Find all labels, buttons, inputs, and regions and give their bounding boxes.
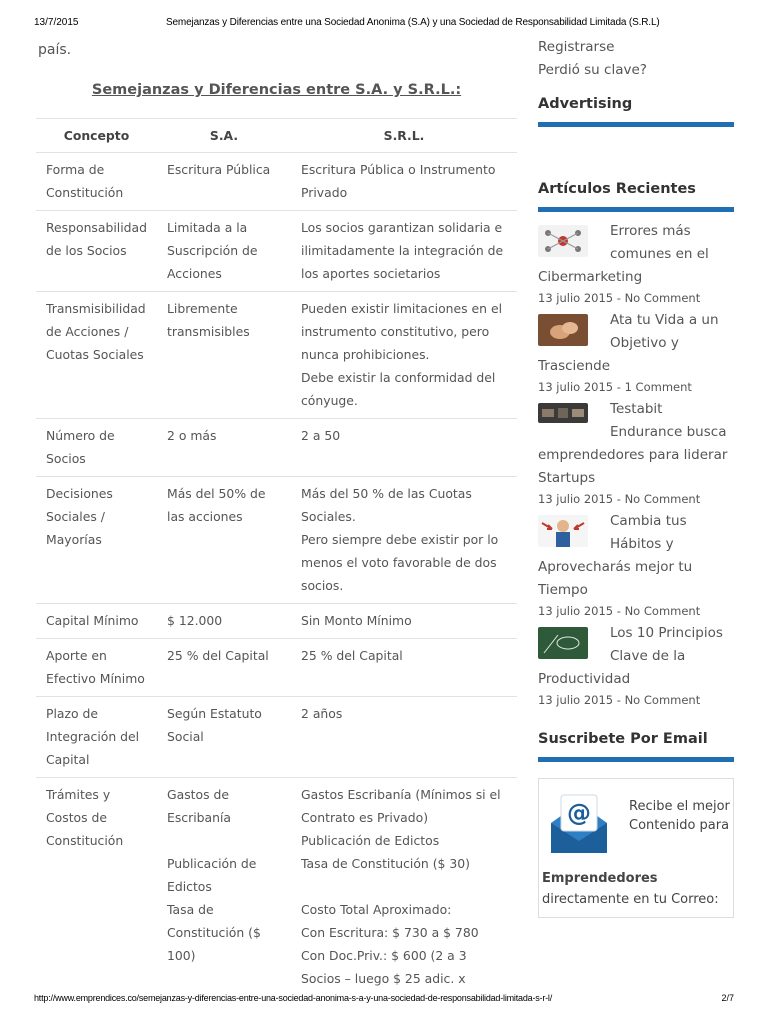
cell-concepto: Responsabilidad de los Socios <box>36 211 157 292</box>
cell-concepto: Aporte en Efectivo Mínimo <box>36 639 157 697</box>
cell-srl-line: Debe existir la conformidad del cónyuge. <box>301 370 496 408</box>
header-sa: S.A. <box>157 119 291 153</box>
cell-sa: 2 o más <box>157 419 291 477</box>
cell-srl <box>291 778 517 987</box>
text-fragment: país. <box>38 42 72 58</box>
subscribe-box <box>538 778 734 918</box>
cell-srl-line: Tasa de Constitución ($ 30) <box>301 856 470 871</box>
article-content <box>36 36 517 986</box>
print-date: 13/7/2015 <box>34 17 79 28</box>
man-arrows-thumbnail[interactable] <box>538 515 588 547</box>
print-header <box>34 17 734 31</box>
recent-articles-title: Artículos Recientes <box>538 181 734 212</box>
table-row <box>36 292 517 419</box>
cell-concepto: Número de Socios <box>36 419 157 477</box>
table-row <box>36 153 517 211</box>
cell-concepto: Capital Mínimo <box>36 604 157 639</box>
cell-sa-line: Publicación de Edictos <box>167 856 257 894</box>
cell-sa: $ 12.000 <box>157 604 291 639</box>
cell-srl <box>291 292 517 419</box>
cell-srl-line: Publicación de Edictos <box>301 833 440 848</box>
email-envelope-icon <box>547 789 611 859</box>
cell-concepto: Transmisibilidad de Acciones / Cuotas Sociales <box>36 292 157 419</box>
cell-srl-line: Con Escritura: $ 730 a $ 780 <box>301 925 479 940</box>
cell-srl: 25 % del Capital <box>291 639 517 697</box>
list-item[interactable] <box>538 510 734 620</box>
cell-srl: Sin Monto Mínimo <box>291 604 517 639</box>
forgot-password-link[interactable]: Perdió su clave? <box>538 62 647 78</box>
cell-concepto: Forma de Constitución <box>36 153 157 211</box>
chalkboard-thumbnail[interactable] <box>538 627 588 659</box>
cell-sa-line: Tasa de Constitución ($ 100) <box>167 902 261 963</box>
cell-sa: Más del 50% de las acciones <box>157 477 291 604</box>
article-meta: 13 julio 2015 - 1 Comment <box>538 380 692 394</box>
cell-srl-line: Con Doc.Priv.: $ 600 (2 a 3 Socios – luego $ 25 adic. x <box>301 948 467 986</box>
table-row <box>36 604 517 639</box>
article-meta: 13 julio 2015 - No Comment <box>538 604 701 618</box>
table-row <box>36 211 517 292</box>
cell-srl: Escritura Pública o Instrumento Privado <box>291 153 517 211</box>
article-title-link[interactable]: Ata tu Vida a un Objetivo y Trasciende <box>538 312 719 374</box>
table-row <box>36 778 517 987</box>
table-row <box>36 697 517 778</box>
article-meta: 13 julio 2015 - No Comment <box>538 693 701 707</box>
header-srl: S.R.L. <box>291 119 517 153</box>
table-header-row <box>36 119 517 153</box>
cell-sa: Según Estatuto Social <box>157 697 291 778</box>
article-meta: 13 julio 2015 - No Comment <box>538 492 701 506</box>
sidebar <box>538 36 734 986</box>
subscribe-title: Suscribete Por Email <box>538 731 734 762</box>
cell-concepto: Decisiones Sociales / Mayorías <box>36 477 157 604</box>
subscribe-strong: Emprendedores <box>542 871 658 886</box>
hands-thumbnail[interactable] <box>538 314 588 346</box>
list-item[interactable] <box>538 309 734 396</box>
svg-text:@: @ <box>567 799 591 827</box>
article-title-link[interactable]: Los 10 Principios Clave de la Productividad <box>538 625 723 687</box>
cell-srl: 2 a 50 <box>291 419 517 477</box>
line-gap <box>167 967 281 986</box>
cell-sa-line: Gastos de Escribanía <box>167 787 231 825</box>
cell-sa: Libremente transmisibles <box>157 292 291 419</box>
subscribe-text: Recibe el mejor Contenido para <box>629 799 730 833</box>
article-title-link[interactable]: Testabit Endurance busca emprendedores para liderar Startups <box>538 401 728 486</box>
cell-concepto: Plazo de Integración del Capital <box>36 697 157 778</box>
cell-srl-line: Gastos Escribanía (Mínimos si el Contrato es Privado) <box>301 787 501 825</box>
cell-srl: Los socios garantizan solidaria e ilimitadamente la integración de los aportes societarios <box>291 211 517 292</box>
table-row <box>36 419 517 477</box>
list-item[interactable] <box>538 622 734 709</box>
line-gap <box>167 829 281 852</box>
marketing-diagram-thumbnail[interactable] <box>538 225 588 257</box>
list-item[interactable] <box>538 398 734 508</box>
cell-sa: Escritura Pública <box>157 153 291 211</box>
comparison-table <box>36 118 517 986</box>
advertising-slot <box>538 127 734 167</box>
article-meta: 13 julio 2015 - No Comment <box>538 291 701 305</box>
cell-srl-line: Costo Total Aproximado: <box>301 902 452 917</box>
print-title: Semejanzas y Diferencias entre una Sociedad Anonima (S.A) y una Sociedad de Responsabilidad Limitada (S.R.L) <box>166 17 660 28</box>
register-link[interactable]: Registrarse <box>538 39 615 55</box>
header-concepto: Concepto <box>36 119 157 153</box>
cell-concepto: Trámites y Costos de Constitución <box>36 778 157 987</box>
list-item[interactable] <box>538 220 734 307</box>
line-gap <box>301 875 507 898</box>
cell-srl <box>291 477 517 604</box>
cell-srl-line: Pero siempre debe existir por lo menos el voto favorable de dos socios. <box>301 532 499 593</box>
cell-srl: 2 años <box>291 697 517 778</box>
recent-articles-list <box>538 220 734 709</box>
cell-sa: 25 % del Capital <box>157 639 291 697</box>
article-title-link[interactable]: Cambia tus Hábitos y Aprovecharás mejor tu Tiempo <box>538 513 693 598</box>
print-footer <box>34 993 734 1007</box>
print-url: http://www.emprendices.co/semejanzas-y-diferencias-entre-una-sociedad-anonima-s-a-y-una-sociedad-de-responsabilidad-limitada-s-r-l/ <box>34 993 553 1003</box>
section-title: Semejanzas y Diferencias entre S.A. y S.R.L.: <box>91 82 462 98</box>
table-row <box>36 639 517 697</box>
page-number: 2/7 <box>721 993 734 1003</box>
subscribe-rest: directamente en tu Correo: <box>542 892 719 907</box>
cell-srl-line: Pueden existir limitaciones en el instrumento constitutivo, pero nunca prohibiciones. <box>301 301 503 362</box>
cell-srl-line: Más del 50 % de las Cuotas Sociales. <box>301 486 472 524</box>
advertising-title: Advertising <box>538 96 734 127</box>
article-title-link[interactable]: Errores más comunes en el Cibermarketing <box>538 223 709 285</box>
table-row <box>36 477 517 604</box>
cell-sa <box>157 778 291 987</box>
office-thumbnail[interactable] <box>538 403 588 423</box>
cell-sa: Limitada a la Suscripción de Acciones <box>157 211 291 292</box>
